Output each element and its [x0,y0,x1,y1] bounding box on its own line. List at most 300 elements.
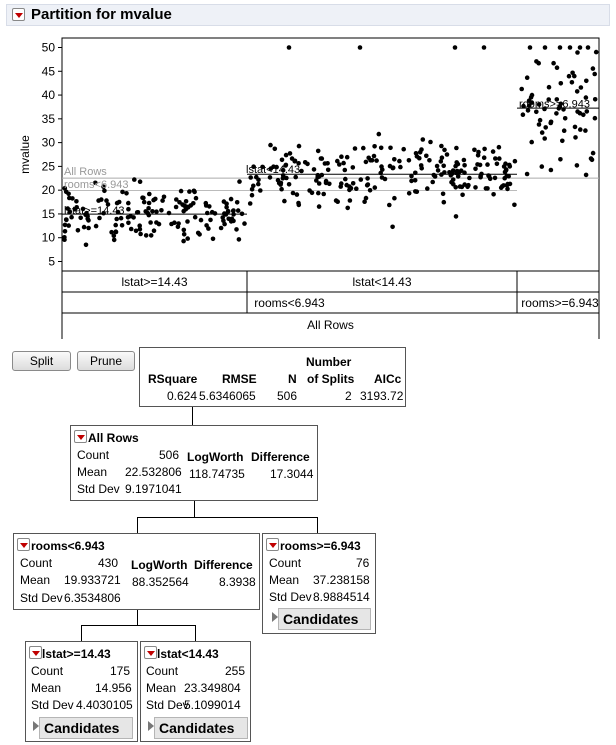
data-point [120,223,125,228]
data-point [229,219,234,224]
data-point [581,113,586,118]
data-point [361,146,366,151]
data-point [177,200,182,205]
data-point [181,209,186,214]
overlay-label-lstat-lt: lstat<14.43 [246,163,301,176]
data-point [441,164,446,169]
data-point [390,225,395,230]
data-point [365,176,370,181]
data-point [521,112,526,117]
data-point [288,151,293,156]
data-point [256,178,261,183]
connector-line [137,517,318,518]
data-point [584,173,589,178]
data-point [211,237,216,242]
data-point [221,218,226,223]
data-point [462,163,467,168]
connector-line [81,625,196,626]
mean-label: Mean [146,681,177,695]
data-point [114,217,119,222]
data-point [147,213,152,218]
data-point [154,209,159,214]
data-point [219,226,224,231]
data-point [473,185,478,190]
data-point [372,144,377,149]
data-point [76,228,81,233]
disclosure-red-triangle-icon[interactable] [17,538,30,551]
data-point [182,228,187,233]
connector-line [194,500,195,517]
mean-label: Mean [20,573,51,587]
data-point [341,161,346,166]
mean-label: Mean [31,681,62,695]
data-point [137,223,142,228]
data-point [591,66,596,71]
node-title: lstat>=14.43 [42,647,111,661]
data-point [159,208,164,213]
data-point [343,177,348,182]
data-point [451,182,456,187]
data-point [538,118,543,123]
data-point [462,158,467,163]
connector-line [192,407,193,425]
data-point [231,209,236,214]
data-point [348,198,353,203]
data-point [383,177,388,182]
header-aicc: AICc [374,372,402,386]
y-tick-label: 20 [41,183,55,198]
data-point [572,74,577,79]
data-point [250,193,255,198]
data-point [373,185,378,190]
data-point [149,233,154,238]
node-title: rooms>=6.943 [280,539,361,553]
connector-line [81,625,82,641]
data-point [303,160,308,165]
data-point [366,182,371,187]
data-point [457,170,462,175]
data-point [491,192,496,197]
data-point [485,162,490,167]
data-point [268,175,273,180]
data-point [562,128,567,133]
data-point [537,122,542,127]
data-point [593,97,598,102]
count-value: 255 [225,664,246,678]
data-point [186,205,191,210]
data-point [578,127,583,132]
data-point [497,156,502,161]
data-point [513,159,518,164]
data-point [343,168,348,173]
data-point [205,211,210,216]
data-point [317,181,322,186]
data-point [442,200,447,205]
data-point [543,125,548,130]
mean-label: Mean [77,465,108,479]
candidates-button[interactable]: Candidates [39,717,133,739]
data-point [397,159,402,164]
data-point [407,158,412,163]
value-splits: 2 [345,389,352,403]
connector-line [137,609,138,625]
data-point [482,155,487,160]
stddev-value: 8.9884514 [313,590,370,604]
y-tick-label: 35 [41,111,55,126]
data-point [573,135,578,140]
data-point [497,145,502,150]
data-point [86,226,91,231]
data-point [287,45,292,50]
data-point [366,156,371,161]
data-point [185,236,190,241]
data-point [592,72,597,77]
data-point [440,155,445,160]
data-point [104,198,109,203]
data-point [578,45,583,50]
data-point [495,162,500,167]
y-tick-label: 40 [41,88,55,103]
data-point [325,161,330,166]
difference-value: 8.3938 [219,575,256,589]
node-title: rooms<6.943 [31,539,105,553]
data-point [594,50,599,55]
data-point [297,144,302,149]
mean-value: 22.532806 [125,465,182,479]
data-point [488,177,493,182]
data-point [555,65,560,70]
data-point [141,196,146,201]
header-number: Number [306,355,352,369]
data-point [229,197,234,202]
data-point [234,227,239,232]
data-point [439,144,444,149]
data-point [424,154,429,159]
data-point [460,185,465,190]
node-rooms-lt [13,533,260,610]
data-point [316,149,321,154]
value-aicc: 3193.72 [360,389,404,403]
overlay-label-rooms-ge: rooms>=6.943 [519,98,590,111]
data-point [138,179,143,184]
data-point [208,218,213,223]
data-point [374,158,379,163]
data-point [191,201,196,206]
data-point [505,187,510,192]
data-point [66,223,71,228]
data-point [575,50,580,55]
report-header [0,0,616,30]
data-point [176,221,181,226]
data-point [506,174,511,179]
data-point [551,61,556,66]
data-point [351,181,356,186]
data-point [413,171,418,176]
node-lstat-lt [140,641,251,742]
data-point [248,175,253,180]
data-point [63,229,68,234]
mean-value: 19.933721 [64,573,121,587]
data-point [392,157,397,162]
count-value: 506 [159,448,180,462]
data-point [493,176,498,181]
data-point [476,153,481,158]
data-point [567,74,572,79]
data-point [466,183,471,188]
data-point [320,173,325,178]
data-point [113,223,118,228]
data-point [451,177,456,182]
mean-label: Mean [269,573,300,587]
data-point [575,89,580,94]
tier-label: rooms<6.943 [254,296,325,310]
data-point [473,167,478,172]
data-point [454,146,459,151]
data-point [449,173,454,178]
data-point [240,212,245,217]
data-point [224,205,229,210]
y-tick-label: 10 [41,230,55,245]
data-point [388,146,393,151]
mean-value: 37.238158 [313,573,370,587]
data-point [297,203,302,208]
data-point [147,201,152,206]
overlay-label-lstat-ge: lstat>=14.43 [64,205,125,218]
data-point [128,214,133,219]
data-point [540,130,545,135]
stddev-value: 5.1099014 [184,698,241,712]
data-point [435,164,440,169]
data-point [409,179,414,184]
data-point [324,181,329,186]
data-point [453,45,458,50]
data-point [512,203,517,208]
data-point [345,155,350,160]
mean-value: 23.349804 [184,681,241,695]
data-point [148,220,153,225]
data-point [126,221,131,226]
stddev-label: Std Dev [77,482,120,496]
data-point [320,156,325,161]
data-point [197,232,202,237]
data-point [441,192,446,197]
data-point [507,163,512,168]
plot-frame [62,38,599,271]
data-point [430,180,435,185]
count-label: Count [77,448,110,462]
data-point [172,220,177,225]
candidates-button[interactable]: Candidates [154,717,248,739]
data-point [312,167,317,172]
data-point [237,179,242,184]
y-tick-label: 50 [41,40,55,55]
data-point [570,80,575,85]
data-point [74,199,79,204]
data-point [134,229,139,234]
prune-button[interactable]: Prune [77,351,135,371]
disclosure-red-triangle-icon[interactable] [266,538,279,551]
logworth-label: LogWorth [187,450,244,464]
data-point [543,45,548,50]
data-point [540,164,545,169]
data-point [273,147,278,152]
data-point [248,201,253,206]
data-point [428,140,433,145]
data-point [419,166,424,171]
data-point [67,196,72,201]
data-point [280,158,285,163]
data-point [501,183,506,188]
data-point [154,220,159,225]
data-point [351,165,356,170]
data-point [194,196,199,201]
data-point [529,140,534,145]
data-point [250,187,255,192]
data-point [559,81,564,86]
data-point [427,158,432,163]
data-point [436,168,441,173]
data-point [478,163,483,168]
node-rooms-ge [262,533,376,634]
data-point [519,87,524,92]
data-point [182,232,187,237]
connector-line [195,625,196,641]
y-tick-label: 5 [48,254,55,269]
data-point [442,170,447,175]
data-point [419,147,424,152]
mean-value: 14.956 [95,681,132,695]
y-tick-label: 45 [41,64,55,79]
data-point [310,191,315,196]
data-point [345,206,350,211]
data-point [407,191,412,196]
data-point [96,198,101,203]
data-point [568,45,573,50]
data-point [368,188,373,193]
data-point [277,181,282,186]
count-value: 430 [98,556,119,570]
data-point [364,160,369,165]
data-point [287,182,292,187]
data-point [354,186,359,191]
difference-label: Difference [194,558,253,572]
data-point [388,164,393,169]
data-point [62,237,67,242]
data-point [334,198,339,203]
partition-plot-svg [0,30,616,340]
data-point [192,190,197,195]
data-point [135,210,140,215]
data-point [414,151,419,156]
node-lstat-ge [25,641,138,742]
data-point [472,148,477,153]
value-rsquare: 0.624 [167,389,198,403]
data-point [112,233,117,238]
count-value: 76 [356,556,370,570]
data-point [349,186,354,191]
data-point [583,128,588,133]
data-point [339,181,344,186]
header-rmse: RMSE [222,372,257,386]
tier-label: All Rows [307,318,354,332]
data-point [126,201,131,206]
logworth-value: 118.74735 [189,467,245,481]
data-point [167,211,172,216]
data-point [114,229,119,234]
data-point [184,199,189,204]
data-point [282,199,287,204]
data-point [378,171,383,176]
data-point [64,217,69,222]
data-point [372,154,377,159]
data-point [358,45,363,50]
stddev-value: 4.4030105 [76,698,133,712]
disclosure-red-triangle-icon[interactable] [74,430,87,443]
data-point [454,160,459,165]
data-point [160,198,165,203]
data-point [409,174,414,179]
disclosure-red-triangle-icon[interactable] [144,646,157,659]
disclosure-red-triangle-icon[interactable] [12,8,25,21]
data-point [129,227,134,232]
report-title: Partition for mvalue [31,6,172,23]
data-point [560,139,565,144]
data-point [563,116,568,121]
data-point [445,152,450,157]
data-point [242,221,247,226]
value-n: 506 [277,389,298,403]
data-point [315,175,320,180]
data-point [579,85,584,90]
data-point [86,218,91,223]
data-point [456,174,461,179]
data-point [335,159,340,164]
data-point [590,158,595,163]
data-point [528,45,533,50]
data-point [138,232,143,237]
data-point [505,182,510,187]
data-point [321,192,326,197]
data-point [291,191,296,196]
header-rsquare: RSquare [148,372,198,386]
split-button[interactable]: Split [12,351,71,371]
data-point [525,75,530,80]
data-point [112,238,117,243]
data-point [84,243,89,248]
data-point [554,111,559,116]
y-tick-label: 30 [41,135,55,150]
data-point [151,198,156,203]
data-point [359,177,364,182]
disclosure-red-triangle-icon[interactable] [29,646,42,659]
count-label: Count [269,556,302,570]
tier-label: lstat<14.43 [352,275,412,289]
header-n: N [288,372,297,386]
data-point [142,200,147,205]
data-point [549,168,554,173]
tier-label: rooms>=6.943 [521,296,599,310]
data-point [94,224,99,229]
candidates-button[interactable]: Candidates [278,608,371,630]
data-point [379,146,384,151]
data-point [326,168,331,173]
count-label: Count [31,664,64,678]
data-point [187,189,192,194]
data-point [199,218,204,223]
data-point [193,215,198,220]
data-point [534,59,539,64]
data-point [573,125,578,130]
